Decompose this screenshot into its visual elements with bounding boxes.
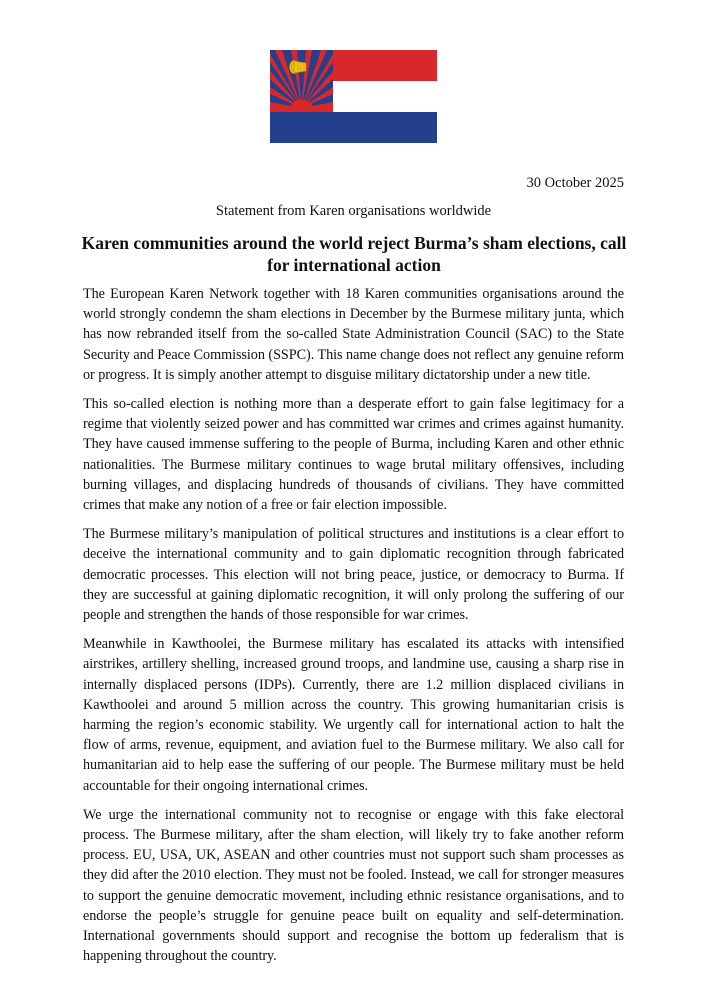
statement-body — [83, 284, 624, 976]
frog-drum-icon — [290, 61, 307, 74]
statement-headline: Karen communities around the world reject Burma’s sham elections, call for international action — [81, 233, 627, 275]
karen-flag-image — [270, 50, 437, 143]
body-paragraph: We urge the international community not to recognise or engage with this fake electoral process. The Burmese military, after the sham election, will likely try to fake another reform process. EU, USA, UK, ASEAN and other countries must not support such sham processes as they did after the 2010 election. They must not be fooled. Instead, we call for stronger measures to support the genuine democratic movement, including ethnic resistance organisations, and to endorse the people’s struggle for genuine peace built on equality and self-determination. International governments should support and recognise the bottom up federalism that is happening throughout the country. — [83, 806, 624, 965]
statement-subtitle: Statement from Karen organisations worldwide — [215, 203, 492, 219]
flag-blue-stripe — [270, 112, 437, 143]
body-paragraph: The European Karen Network together with 18 Karen communities organisations around the world strongly condemn the sham elections in December by the Burmese military junta, which has now rebranded itself from the so-called State Administration Council (SAC) to the State Security and Peace Commission (SSPC). This name change does not reflect any genuine reform or progress. It is simply another attempt to disguise military dictatorship under a new title. — [83, 286, 624, 383]
body-paragraph: Meanwhile in Kawthoolei, the Burmese military has escalated its attacks with intensified airstrikes, artillery shelling, increased ground troops, and landmine use, causing a sharp rise in internally displaced persons (IDPs). Currently, there are 1.2 million displaced civilians in Kawthoolei and around 5 million across the country. This growing humanitarian crisis is harming the region’s economic stability. We urgently call for international action to halt the flow of arms, revenue, equipment, and aviation fuel to the Burmese military. We also call for humanitarian aid to help ease the suffering of our people. The Burmese military must be held accountable for their ongoing international crimes. — [83, 636, 624, 794]
statement-date: 30 October 2025 — [526, 175, 624, 191]
body-paragraph: This so-called election is nothing more than a desperate effort to gain false legitimacy for a regime that violently seized power and has committed war crimes and crimes against humanity. They have caused immense suffering to the people of Burma, including Karen and other ethnic nationalities. The Burmese military continues to wage brutal military offensives, including burning villages, and displacing hundreds of thousands of civilians. They have committed crimes that make any notion of a free or fair election impossible. — [83, 396, 624, 514]
flag-canton — [270, 50, 333, 112]
body-paragraph: The Burmese military’s manipulation of political structures and institutions is a clear effort to deceive the international community and to gain diplomatic recognition through fabricated democratic processes. This election will not bring peace, justice, or democracy to Burma. If they are successful at gaining diplomatic recognition, it will only prolong the suffering of our people and strengthen the hands of those responsible for war crimes. — [83, 526, 624, 624]
